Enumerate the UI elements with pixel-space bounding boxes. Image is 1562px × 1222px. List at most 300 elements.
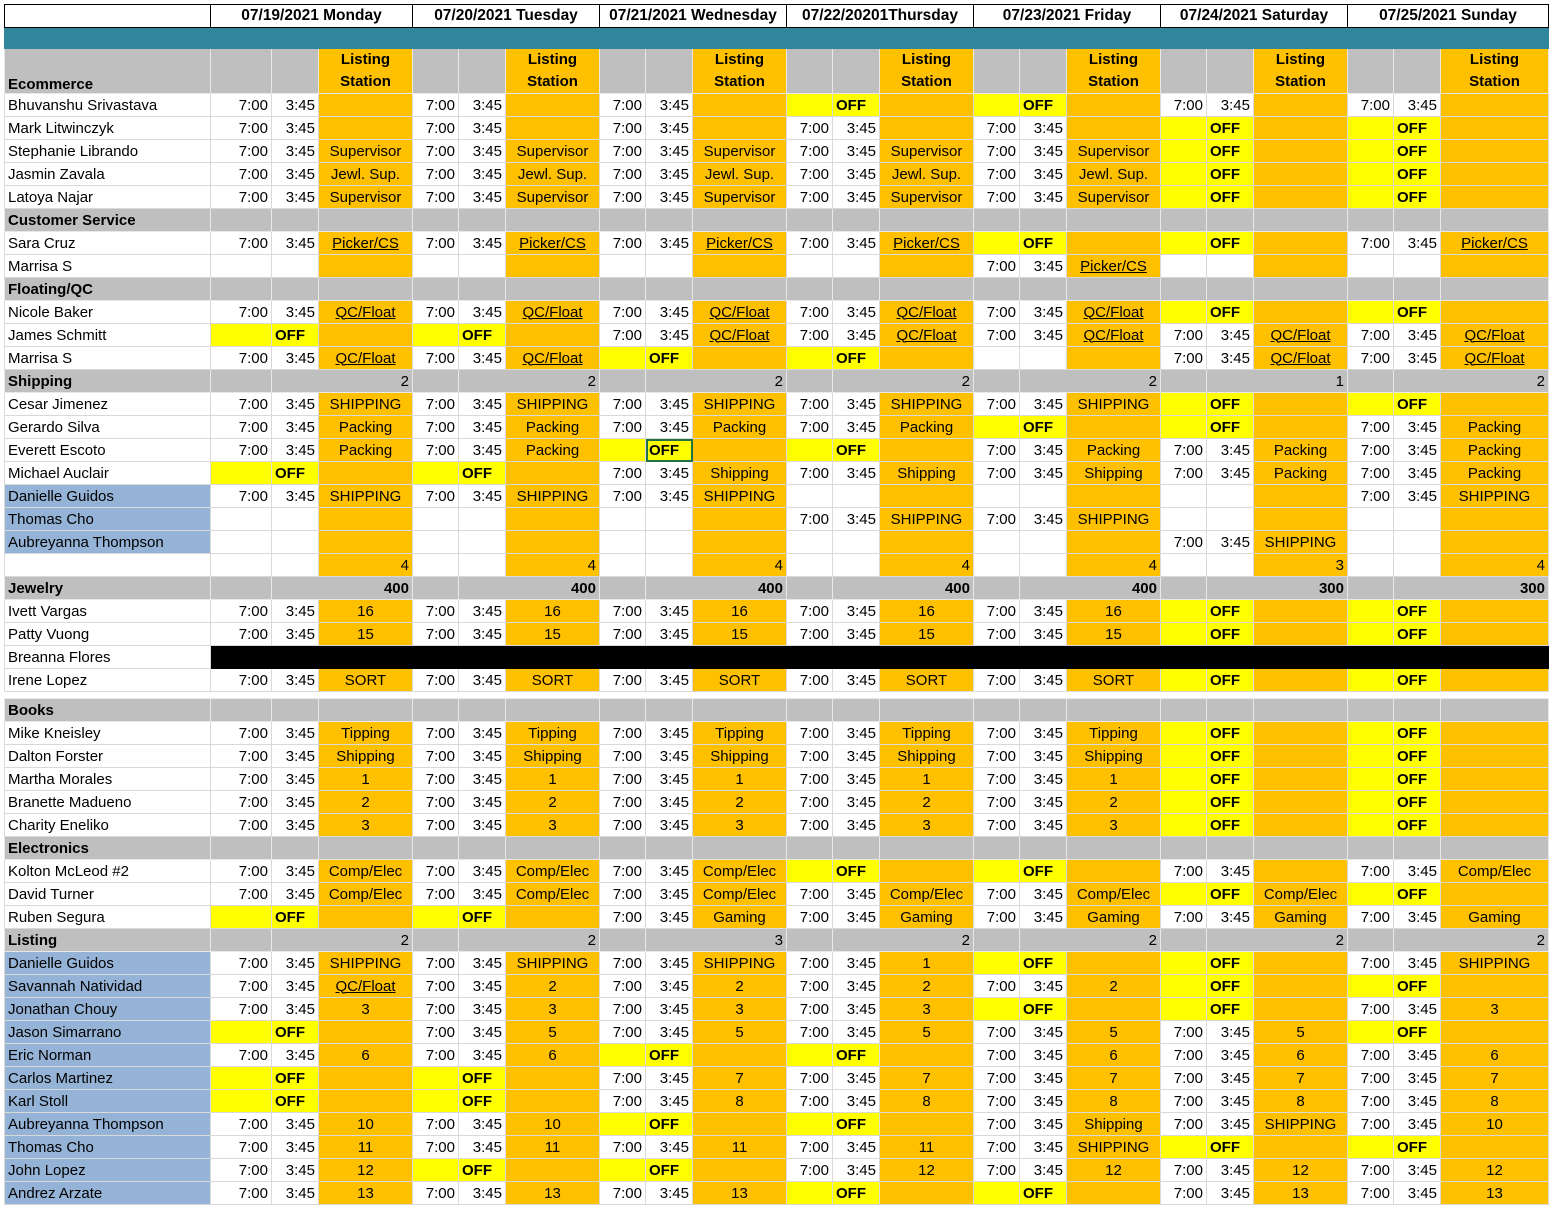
start-time[interactable]: [1161, 623, 1207, 646]
start-time[interactable]: 7:00: [1348, 906, 1394, 929]
section-pad[interactable]: [413, 370, 459, 393]
assignment[interactable]: 5: [1067, 1021, 1161, 1044]
end-time[interactable]: [1207, 508, 1254, 531]
assignment[interactable]: Packing: [1441, 462, 1549, 485]
start-time[interactable]: [1348, 1021, 1394, 1044]
off-marker[interactable]: OFF: [1207, 883, 1254, 906]
start-time[interactable]: 7:00: [787, 814, 833, 837]
section-pad[interactable]: [1394, 837, 1441, 860]
start-time[interactable]: 7:00: [1161, 1067, 1207, 1090]
end-time[interactable]: 3:45: [833, 117, 880, 140]
end-time[interactable]: 3:45: [646, 1182, 693, 1205]
end-time[interactable]: [1020, 554, 1067, 577]
assignment[interactable]: 16: [693, 600, 787, 623]
assignment[interactable]: [506, 255, 600, 278]
end-time[interactable]: 3:45: [1394, 1090, 1441, 1113]
section-pad[interactable]: [1067, 278, 1161, 301]
section-pad[interactable]: [1207, 699, 1254, 722]
end-time[interactable]: [1394, 255, 1441, 278]
start-time[interactable]: 7:00: [1348, 232, 1394, 255]
section-pad[interactable]: [833, 278, 880, 301]
section-pad[interactable]: [833, 209, 880, 232]
section-pad[interactable]: [1348, 370, 1394, 393]
off-marker[interactable]: OFF: [1207, 623, 1254, 646]
start-time[interactable]: 7:00: [974, 186, 1020, 209]
section-pad[interactable]: [1394, 278, 1441, 301]
start-time[interactable]: [974, 860, 1020, 883]
day-header[interactable]: 07/21/2021 Wednesday: [600, 5, 787, 28]
assignment[interactable]: QC/Float: [880, 324, 974, 347]
start-time[interactable]: [974, 347, 1020, 370]
assignment[interactable]: [1254, 1136, 1348, 1159]
start-time[interactable]: 7:00: [974, 1067, 1020, 1090]
end-time[interactable]: 3:45: [833, 669, 880, 692]
assignment[interactable]: [693, 1044, 787, 1067]
assignment[interactable]: [506, 906, 600, 929]
start-time[interactable]: 7:00: [787, 1067, 833, 1090]
end-time[interactable]: 3:45: [646, 975, 693, 998]
start-time[interactable]: [600, 1113, 646, 1136]
end-time[interactable]: 3:45: [1020, 301, 1067, 324]
end-time[interactable]: 3:45: [272, 186, 319, 209]
section-pad[interactable]: [646, 278, 693, 301]
off-marker[interactable]: OFF: [1394, 975, 1441, 998]
assignment[interactable]: 16: [319, 600, 413, 623]
assignment[interactable]: Supervisor: [693, 140, 787, 163]
start-time[interactable]: 7:00: [1348, 324, 1394, 347]
assignment[interactable]: [880, 860, 974, 883]
end-time[interactable]: 3:45: [833, 906, 880, 929]
end-time[interactable]: 3:45: [459, 768, 506, 791]
section-pad[interactable]: [693, 278, 787, 301]
section-pad[interactable]: [1067, 837, 1161, 860]
end-time[interactable]: 3:45: [459, 975, 506, 998]
assignment[interactable]: [1254, 860, 1348, 883]
end-time[interactable]: 3:45: [1207, 1067, 1254, 1090]
assignment[interactable]: SHIPPING: [319, 485, 413, 508]
assignment[interactable]: Packing: [693, 416, 787, 439]
assignment[interactable]: SHIPPING: [1067, 393, 1161, 416]
start-time[interactable]: 7:00: [211, 117, 272, 140]
start-time[interactable]: [1348, 117, 1394, 140]
employee-name[interactable]: Eric Norman: [5, 1044, 211, 1067]
start-time[interactable]: [1348, 975, 1394, 998]
start-time[interactable]: [600, 531, 646, 554]
end-time[interactable]: 3:45: [833, 998, 880, 1021]
start-time[interactable]: 7:00: [211, 163, 272, 186]
start-time[interactable]: [413, 462, 459, 485]
start-time[interactable]: 7:00: [413, 1044, 459, 1067]
section-count[interactable]: 400: [272, 577, 413, 600]
end-time[interactable]: 3:45: [459, 117, 506, 140]
start-time[interactable]: [211, 255, 272, 278]
end-time[interactable]: 3:45: [272, 1182, 319, 1205]
start-time[interactable]: 7:00: [1161, 439, 1207, 462]
employee-name[interactable]: Breanna Flores: [5, 646, 211, 669]
end-time[interactable]: 3:45: [646, 745, 693, 768]
assignment[interactable]: Supervisor: [880, 186, 974, 209]
assignment[interactable]: 3: [1441, 998, 1549, 1021]
assignment[interactable]: Supervisor: [319, 140, 413, 163]
start-time[interactable]: [1161, 998, 1207, 1021]
assignment[interactable]: SHIPPING: [506, 393, 600, 416]
employee-name[interactable]: John Lopez: [5, 1159, 211, 1182]
section-pad[interactable]: [211, 577, 272, 600]
section-pad[interactable]: [459, 278, 506, 301]
assignment[interactable]: Comp/Elec: [506, 883, 600, 906]
start-time[interactable]: [1348, 768, 1394, 791]
end-time[interactable]: 3:45: [833, 722, 880, 745]
end-time[interactable]: 3:45: [1020, 722, 1067, 745]
start-time[interactable]: 7:00: [413, 952, 459, 975]
start-time[interactable]: 7:00: [974, 1136, 1020, 1159]
listing-station-header[interactable]: Listing Station: [1254, 49, 1348, 94]
listing-station-header[interactable]: Listing Station: [1067, 49, 1161, 94]
start-time[interactable]: 7:00: [1161, 462, 1207, 485]
end-time[interactable]: 3:45: [833, 883, 880, 906]
start-time[interactable]: [600, 554, 646, 577]
off-marker[interactable]: OFF: [1394, 163, 1441, 186]
end-time[interactable]: 3:45: [1394, 439, 1441, 462]
start-time[interactable]: 7:00: [413, 347, 459, 370]
assignment[interactable]: 3: [319, 998, 413, 1021]
assignment[interactable]: [1254, 952, 1348, 975]
off-marker[interactable]: OFF: [459, 462, 506, 485]
assignment[interactable]: Picker/CS: [693, 232, 787, 255]
assignment[interactable]: 7: [1441, 1067, 1549, 1090]
off-marker[interactable]: OFF: [1394, 814, 1441, 837]
assignment[interactable]: Comp/Elec: [1254, 883, 1348, 906]
section-pad[interactable]: [1161, 209, 1207, 232]
start-time[interactable]: 7:00: [787, 768, 833, 791]
start-time[interactable]: 7:00: [787, 301, 833, 324]
start-time[interactable]: 7:00: [600, 186, 646, 209]
section-pad[interactable]: [319, 278, 413, 301]
off-marker[interactable]: OFF: [459, 906, 506, 929]
start-time[interactable]: 7:00: [211, 952, 272, 975]
start-time[interactable]: 7:00: [600, 1021, 646, 1044]
assignment[interactable]: [1067, 117, 1161, 140]
start-time[interactable]: [1348, 255, 1394, 278]
start-time[interactable]: 7:00: [211, 439, 272, 462]
assignment[interactable]: [506, 462, 600, 485]
start-time[interactable]: 7:00: [600, 324, 646, 347]
start-time[interactable]: 7:00: [413, 232, 459, 255]
employee-name[interactable]: [5, 554, 211, 577]
off-marker[interactable]: OFF: [1394, 117, 1441, 140]
start-time[interactable]: [211, 554, 272, 577]
employee-name[interactable]: Danielle Guidos: [5, 952, 211, 975]
assignment[interactable]: Supervisor: [319, 186, 413, 209]
band-cell[interactable]: [1020, 28, 1067, 49]
assignment[interactable]: QC/Float: [319, 975, 413, 998]
section-count[interactable]: 400: [1020, 577, 1161, 600]
start-time[interactable]: [1348, 301, 1394, 324]
end-time[interactable]: 3:45: [272, 600, 319, 623]
end-time[interactable]: 3:45: [646, 722, 693, 745]
assignment[interactable]: QC/Float: [506, 347, 600, 370]
section-pad[interactable]: [1441, 278, 1549, 301]
start-time[interactable]: [600, 508, 646, 531]
end-time[interactable]: 3:45: [646, 163, 693, 186]
section-pad[interactable]: [787, 837, 833, 860]
section-pad[interactable]: [272, 837, 319, 860]
start-time[interactable]: 7:00: [211, 883, 272, 906]
start-time[interactable]: [1348, 814, 1394, 837]
assignment[interactable]: [1441, 117, 1549, 140]
start-time[interactable]: 7:00: [787, 324, 833, 347]
end-time[interactable]: 3:45: [1020, 1044, 1067, 1067]
assignment[interactable]: 4: [1067, 554, 1161, 577]
end-time[interactable]: 3:45: [459, 600, 506, 623]
section-pad[interactable]: [1207, 837, 1254, 860]
end-header[interactable]: [459, 49, 506, 94]
end-time[interactable]: 3:45: [1394, 232, 1441, 255]
assignment[interactable]: 2: [506, 791, 600, 814]
listing-station-header[interactable]: Listing Station: [506, 49, 600, 94]
section-count[interactable]: 2: [833, 929, 974, 952]
assignment[interactable]: [880, 117, 974, 140]
start-time[interactable]: [787, 1182, 833, 1205]
end-time[interactable]: 3:45: [833, 1136, 880, 1159]
end-time[interactable]: 3:45: [459, 1182, 506, 1205]
end-time[interactable]: 3:45: [646, 94, 693, 117]
start-time[interactable]: 7:00: [211, 768, 272, 791]
end-time[interactable]: [459, 554, 506, 577]
assignment[interactable]: [1067, 860, 1161, 883]
end-time[interactable]: [1394, 508, 1441, 531]
start-time[interactable]: 7:00: [787, 1021, 833, 1044]
end-time[interactable]: [833, 485, 880, 508]
off-marker[interactable]: OFF: [833, 347, 880, 370]
section-pad[interactable]: [646, 209, 693, 232]
assignment[interactable]: SHIPPING: [1067, 508, 1161, 531]
section-pad[interactable]: [693, 209, 787, 232]
assignment[interactable]: [1441, 768, 1549, 791]
assignment[interactable]: [1441, 669, 1549, 692]
employee-name[interactable]: Sara Cruz: [5, 232, 211, 255]
assignment[interactable]: [1441, 163, 1549, 186]
section-pad[interactable]: [1394, 699, 1441, 722]
start-time[interactable]: [1348, 508, 1394, 531]
band-cell[interactable]: [1394, 28, 1441, 49]
start-time[interactable]: 7:00: [1348, 485, 1394, 508]
assignment[interactable]: Packing: [1067, 439, 1161, 462]
end-time[interactable]: 3:45: [272, 768, 319, 791]
off-marker[interactable]: OFF: [1394, 791, 1441, 814]
section-pad[interactable]: [1254, 209, 1348, 232]
section-pad[interactable]: [600, 278, 646, 301]
section-pad[interactable]: [319, 837, 413, 860]
end-time[interactable]: 3:45: [833, 186, 880, 209]
start-time[interactable]: 7:00: [413, 669, 459, 692]
off-marker[interactable]: OFF: [459, 324, 506, 347]
assignment[interactable]: Supervisor: [506, 186, 600, 209]
start-time[interactable]: [787, 1044, 833, 1067]
off-marker[interactable]: OFF: [459, 1090, 506, 1113]
end-time[interactable]: 3:45: [1207, 1090, 1254, 1113]
assignment[interactable]: [506, 508, 600, 531]
start-time[interactable]: 7:00: [211, 998, 272, 1021]
start-time[interactable]: [1161, 722, 1207, 745]
assignment[interactable]: Packing: [1254, 439, 1348, 462]
start-time[interactable]: [1161, 301, 1207, 324]
end-time[interactable]: 3:45: [272, 347, 319, 370]
end-time[interactable]: [272, 255, 319, 278]
end-time[interactable]: [833, 531, 880, 554]
employee-name[interactable]: Jonathan Chouy: [5, 998, 211, 1021]
start-header[interactable]: [1161, 49, 1207, 94]
end-time[interactable]: 3:45: [272, 791, 319, 814]
assignment[interactable]: QC/Float: [319, 347, 413, 370]
assignment[interactable]: 6: [506, 1044, 600, 1067]
start-time[interactable]: [1161, 485, 1207, 508]
off-marker[interactable]: OFF: [1394, 186, 1441, 209]
start-time[interactable]: 7:00: [211, 1182, 272, 1205]
band-cell[interactable]: [5, 28, 211, 49]
end-time[interactable]: 3:45: [833, 301, 880, 324]
section-count[interactable]: 2: [1207, 929, 1348, 952]
section-pad[interactable]: [1067, 209, 1161, 232]
start-time[interactable]: [974, 94, 1020, 117]
employee-name[interactable]: David Turner: [5, 883, 211, 906]
assignment[interactable]: [1254, 117, 1348, 140]
end-time[interactable]: 3:45: [272, 94, 319, 117]
end-time[interactable]: 3:45: [272, 814, 319, 837]
section-pad[interactable]: [693, 837, 787, 860]
section-pad[interactable]: [1348, 209, 1394, 232]
assignment[interactable]: Picker/CS: [880, 232, 974, 255]
off-marker[interactable]: OFF: [646, 1113, 693, 1136]
start-time[interactable]: 7:00: [787, 745, 833, 768]
section-pad[interactable]: [1020, 699, 1067, 722]
end-time[interactable]: 3:45: [1020, 439, 1067, 462]
start-time[interactable]: 7:00: [787, 393, 833, 416]
start-time[interactable]: 7:00: [787, 1136, 833, 1159]
start-time[interactable]: 7:00: [600, 906, 646, 929]
end-time[interactable]: 3:45: [459, 1044, 506, 1067]
assignment[interactable]: SHIPPING: [506, 952, 600, 975]
start-time[interactable]: 7:00: [974, 722, 1020, 745]
assignment[interactable]: 1: [880, 952, 974, 975]
end-header[interactable]: [272, 49, 319, 94]
assignment[interactable]: [1254, 301, 1348, 324]
start-time[interactable]: 7:00: [211, 975, 272, 998]
section-pad[interactable]: [600, 370, 646, 393]
assignment[interactable]: 11: [506, 1136, 600, 1159]
end-time[interactable]: 3:45: [459, 791, 506, 814]
start-time[interactable]: 7:00: [787, 975, 833, 998]
section-count[interactable]: 2: [1020, 370, 1161, 393]
assignment[interactable]: 3: [693, 814, 787, 837]
assignment[interactable]: [1254, 186, 1348, 209]
employee-name[interactable]: Patty Vuong: [5, 623, 211, 646]
start-time[interactable]: 7:00: [413, 883, 459, 906]
start-time[interactable]: 7:00: [413, 393, 459, 416]
assignment[interactable]: SORT: [506, 669, 600, 692]
day-header[interactable]: 07/20/2021 Tuesday: [413, 5, 600, 28]
assignment[interactable]: 4: [693, 554, 787, 577]
off-marker[interactable]: OFF: [1207, 301, 1254, 324]
start-time[interactable]: 7:00: [211, 1044, 272, 1067]
off-marker[interactable]: OFF: [1207, 952, 1254, 975]
start-time[interactable]: 7:00: [1348, 439, 1394, 462]
assignment[interactable]: [506, 324, 600, 347]
assignment[interactable]: 3: [1067, 814, 1161, 837]
section-pad[interactable]: [693, 699, 787, 722]
assignment[interactable]: 2: [693, 791, 787, 814]
end-time[interactable]: [272, 554, 319, 577]
start-time[interactable]: [1348, 745, 1394, 768]
band-cell[interactable]: [1348, 28, 1394, 49]
assignment[interactable]: Jewl. Sup.: [506, 163, 600, 186]
day-header[interactable]: 07/25/2021 Sunday: [1348, 5, 1549, 28]
employee-name[interactable]: Branette Madueno: [5, 791, 211, 814]
end-time[interactable]: 3:45: [1394, 952, 1441, 975]
start-time[interactable]: 7:00: [974, 508, 1020, 531]
end-time[interactable]: 3:45: [272, 1113, 319, 1136]
start-time[interactable]: 7:00: [211, 347, 272, 370]
assignment[interactable]: 3: [1254, 554, 1348, 577]
section-title[interactable]: Jewelry: [5, 577, 211, 600]
end-time[interactable]: 3:45: [833, 791, 880, 814]
end-time[interactable]: 3:45: [1020, 255, 1067, 278]
employee-name[interactable]: Ivett Vargas: [5, 600, 211, 623]
start-time[interactable]: 7:00: [413, 768, 459, 791]
start-time[interactable]: [974, 998, 1020, 1021]
assignment[interactable]: SORT: [319, 669, 413, 692]
start-time[interactable]: 7:00: [787, 998, 833, 1021]
assignment[interactable]: 2: [1067, 975, 1161, 998]
assignment[interactable]: Shipping: [1067, 745, 1161, 768]
end-time[interactable]: 3:45: [459, 952, 506, 975]
assignment[interactable]: Packing: [506, 439, 600, 462]
assignment[interactable]: [1254, 975, 1348, 998]
assignment[interactable]: [1441, 1136, 1549, 1159]
end-time[interactable]: 3:45: [646, 186, 693, 209]
assignment[interactable]: 12: [1254, 1159, 1348, 1182]
end-time[interactable]: [272, 531, 319, 554]
end-time[interactable]: 3:45: [272, 393, 319, 416]
assignment[interactable]: [1067, 485, 1161, 508]
assignment[interactable]: SHIPPING: [506, 485, 600, 508]
assignment[interactable]: Packing: [1254, 462, 1348, 485]
start-time[interactable]: 7:00: [600, 117, 646, 140]
assignment[interactable]: 4: [1441, 554, 1549, 577]
end-time[interactable]: 3:45: [833, 140, 880, 163]
assignment[interactable]: [1254, 768, 1348, 791]
section-count[interactable]: 2: [459, 370, 600, 393]
end-time[interactable]: 3:45: [833, 975, 880, 998]
end-header[interactable]: [1394, 49, 1441, 94]
start-time[interactable]: [974, 952, 1020, 975]
end-time[interactable]: 3:45: [833, 745, 880, 768]
start-time[interactable]: 7:00: [974, 1044, 1020, 1067]
section-count[interactable]: 400: [833, 577, 974, 600]
start-time[interactable]: [1161, 600, 1207, 623]
end-time[interactable]: 3:45: [272, 416, 319, 439]
section-title[interactable]: Listing: [5, 929, 211, 952]
section-pad[interactable]: [506, 699, 600, 722]
employee-name[interactable]: Carlos Martinez: [5, 1067, 211, 1090]
end-time[interactable]: 3:45: [646, 600, 693, 623]
off-marker[interactable]: OFF: [833, 1113, 880, 1136]
start-time[interactable]: 7:00: [413, 1182, 459, 1205]
off-marker[interactable]: OFF: [459, 1159, 506, 1182]
assignment[interactable]: 8: [880, 1090, 974, 1113]
end-header[interactable]: [1020, 49, 1067, 94]
assignment[interactable]: Picker/CS: [1067, 255, 1161, 278]
